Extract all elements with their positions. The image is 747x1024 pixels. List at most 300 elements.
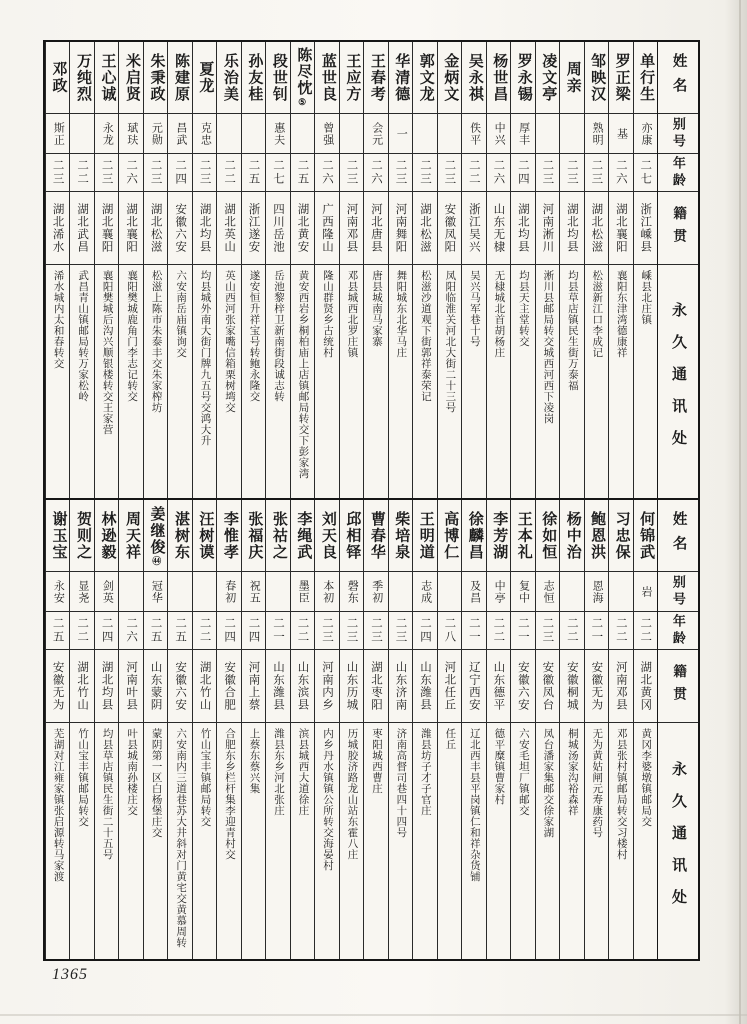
- entry-address: 武昌青山镇邮局转万家松岭: [77, 270, 89, 402]
- entry-column: [535, 500, 559, 959]
- column-header-alias: 别号: [658, 572, 698, 612]
- entry-age: 二三: [438, 154, 461, 192]
- entry-address: 六安毛坦厂镇邮交: [517, 728, 529, 816]
- entry-alias: 基: [609, 114, 632, 154]
- entry-column: [412, 42, 436, 498]
- entry-age: 二三: [536, 154, 559, 192]
- entry-alias: 祝五: [242, 572, 265, 612]
- entry-age: 二三: [95, 154, 118, 192]
- entry-age: 二二: [634, 612, 657, 650]
- entry-name: 鲍恩洪: [585, 500, 608, 572]
- entry-native-place: 湖北松滋: [585, 192, 608, 265]
- entry-column: [69, 42, 93, 498]
- entry-alias: [389, 572, 412, 612]
- entry-alias: [70, 114, 93, 154]
- entry-alias: 恩海: [585, 572, 608, 612]
- entry-name: 孙友桂: [242, 42, 265, 114]
- entry-native-place: 山东济南: [389, 650, 412, 723]
- entry-name: 夏龙: [193, 42, 216, 114]
- entry-name: 汪树谟: [193, 500, 216, 572]
- entry-column: [290, 500, 314, 959]
- entry-alias: 春初: [217, 572, 240, 612]
- entry-column: [167, 42, 191, 498]
- entry-column: [633, 42, 657, 498]
- entry-native-place: 湖北均县: [193, 192, 216, 265]
- entry-age: 二五: [168, 612, 191, 650]
- entry-column: [633, 500, 657, 959]
- entry-age: 二六: [315, 154, 338, 192]
- entry-column: [45, 500, 69, 959]
- entry-alias: [168, 572, 191, 612]
- directory-table-bottom: [45, 498, 698, 959]
- entry-column: [363, 42, 387, 498]
- entry-address: 襄阳樊城鹿角门李志记转交: [126, 270, 138, 402]
- entry-alias: 中亭: [487, 572, 510, 612]
- entry-native-place: 湖北松滋: [413, 192, 436, 265]
- entry-name-text: 陈尽忱: [295, 47, 312, 97]
- entry-name: 邹映汉: [585, 42, 608, 114]
- entry-native-place: 湖北襄阳: [119, 192, 142, 265]
- entry-address: 凤阳临淮关河北大街二十三号: [444, 270, 456, 413]
- entry-name: 乐治美: [217, 42, 240, 114]
- entry-native-place: 安徽无为: [585, 650, 608, 723]
- entry-name: 徐如恒: [536, 500, 559, 572]
- entry-name: 王春考: [364, 42, 387, 114]
- column-header-native: 籍贯: [658, 650, 698, 723]
- entry-address: 遂安恒升祥宝号转鲍永隆交: [248, 270, 260, 402]
- entry-alias: 珷玞: [119, 114, 142, 154]
- entry-address: 舞阳城东北华马庄: [395, 270, 407, 358]
- entry-native-place: 安徽桐城: [560, 650, 583, 723]
- entry-age: 二三: [193, 154, 216, 192]
- entry-age: 二四: [413, 612, 436, 650]
- entry-column: [461, 500, 485, 959]
- entry-alias: 斯正: [46, 114, 69, 154]
- entry-column: [290, 42, 314, 498]
- entry-address: 潍县坊子才子官庄: [419, 728, 431, 816]
- entry-address: 浠水城内太和春转交: [52, 270, 64, 369]
- entry-alias: 中兴: [487, 114, 510, 154]
- entry-address: 上蔡东蔡兴集: [248, 728, 260, 794]
- entry-name: [291, 42, 314, 114]
- entry-alias: 志恒: [536, 572, 559, 612]
- entry-column: [535, 42, 559, 498]
- entry-address: 合肥东乡栏杆集李迎青村交: [224, 728, 236, 860]
- footnote-mark: ㊹: [151, 556, 162, 566]
- entry-age: 二三: [536, 612, 559, 650]
- entry-alias: 亦康: [634, 114, 657, 154]
- entry-column: [192, 42, 216, 498]
- entry-name: 贺则之: [70, 500, 93, 572]
- entry-name: 王本礼: [511, 500, 534, 572]
- entry-native-place: 湖北襄阳: [95, 192, 118, 265]
- entry-column: [118, 42, 142, 498]
- entry-native-place: 山东蒙阴: [144, 650, 167, 723]
- entry-native-place: 四川岳池: [266, 192, 289, 265]
- entry-age: 二三: [389, 154, 412, 192]
- entry-age: 二七: [266, 154, 289, 192]
- entry-native-place: 河南内乡: [315, 650, 338, 723]
- entry-native-place: 河北任丘: [438, 650, 461, 723]
- entry-column: [584, 500, 608, 959]
- entry-native-place: 河北唐县: [364, 192, 387, 265]
- entry-address: 隆山群贤乡古统村: [321, 270, 333, 358]
- entry-native-place: 安徽凤阳: [438, 192, 461, 265]
- entry-alias: 剑英: [95, 572, 118, 612]
- entry-address: 嵊县北庄镇: [640, 270, 652, 325]
- entry-address: 均县草店镇民生街万泰福: [566, 270, 578, 391]
- entry-address: 英山西河张家嘴信箱栗树塆交: [224, 270, 236, 413]
- header-column: [657, 500, 698, 959]
- entry-native-place: 安徽凤台: [536, 650, 559, 723]
- entry-address: 黄安西岩乡桐柏庙上店镇邮局转交下彭家湾: [297, 270, 309, 479]
- entry-native-place: 湖北均县: [95, 650, 118, 723]
- entry-column: [314, 42, 338, 498]
- entry-address: 无棣城北首胡杨庄: [493, 270, 505, 358]
- entry-alias: 磬东: [340, 572, 363, 612]
- entry-address: 六安南内三道巷苏大井斜对门黄宅交黄慕周转: [175, 728, 187, 948]
- entry-address: 襄阳樊城后沟兴顺银楼转交王家营: [101, 270, 113, 435]
- entry-age: 二六: [119, 612, 142, 650]
- entry-alias: 曾强: [315, 114, 338, 154]
- entry-column: [584, 42, 608, 498]
- entry-alias: 一: [389, 114, 412, 154]
- entry-name: 何锦武: [634, 500, 657, 572]
- entry-native-place: 河南邓县: [609, 650, 632, 723]
- entry-native-place: 河南舞阳: [389, 192, 412, 265]
- entry-column: [608, 500, 632, 959]
- entry-column: [412, 500, 436, 959]
- entry-column: [388, 500, 412, 959]
- entry-age: 二二: [487, 612, 510, 650]
- entry-address: 凤台潘家集邮交徐家湖: [542, 728, 554, 838]
- entry-age: 二三: [144, 154, 167, 192]
- entry-age: 二四: [217, 612, 240, 650]
- entry-name: 邓政: [46, 42, 69, 114]
- entry-name: 李惟孝: [217, 500, 240, 572]
- entry-address: 历城胶济路龙山站东霍八庄: [346, 728, 358, 860]
- entry-name: 郭文龙: [413, 42, 436, 114]
- entry-column: [437, 42, 461, 498]
- entry-native-place: 浙江遂安: [242, 192, 265, 265]
- entry-native-place: 湖北黄安: [291, 192, 314, 265]
- entry-column: [559, 500, 583, 959]
- column-header-age: 年龄: [658, 154, 698, 192]
- directory-sheet: [43, 40, 700, 961]
- entry-alias: [560, 114, 583, 154]
- column-header-name: 姓名: [658, 42, 698, 114]
- entry-alias: [438, 572, 461, 612]
- entry-alias: [560, 572, 583, 612]
- footnote-mark: ⑤: [298, 97, 309, 108]
- entry-address: 辽北西丰县平岗镇仁和祥杂货铺: [468, 728, 480, 882]
- entry-alias: 熟明: [585, 114, 608, 154]
- entry-alias: [242, 114, 265, 154]
- entry-age: 二二: [70, 154, 93, 192]
- entry-native-place: 湖北武昌: [70, 192, 93, 265]
- entry-address: 蒙阴第一区白杨堡庄交: [150, 728, 162, 838]
- entry-address: 松滋新江口李成记: [591, 270, 603, 358]
- entry-alias: 岩: [634, 572, 657, 612]
- entry-age: 二二: [217, 154, 240, 192]
- entry-address: 任丘: [444, 728, 456, 750]
- entry-alias: 墨臣: [291, 572, 314, 612]
- entry-age: 二五: [46, 612, 69, 650]
- entry-address: 均县草店镇民生街二十五号: [101, 728, 113, 860]
- entry-native-place: 湖北竹山: [193, 650, 216, 723]
- entry-name: 习忠保: [609, 500, 632, 572]
- entry-native-place: 湖北松滋: [144, 192, 167, 265]
- entry-column: [314, 500, 338, 959]
- entry-name: 朱秉政: [144, 42, 167, 114]
- entry-native-place: 湖北竹山: [70, 650, 93, 723]
- entry-address: 济南高督司巷四十四号: [395, 728, 407, 838]
- entry-column: [461, 42, 485, 498]
- column-header-address: 永久通讯处: [670, 301, 686, 462]
- entry-alias: 及昌: [462, 572, 485, 612]
- entry-age: 二六: [487, 154, 510, 192]
- column-header-name: 姓名: [658, 500, 698, 572]
- entry-address: 邓县张村镇邮局转交习楼村: [615, 728, 627, 860]
- entry-native-place: 安徽六安: [168, 192, 191, 265]
- column-header-native: 籍贯: [658, 192, 698, 265]
- entry-native-place: 湖北黄冈: [634, 650, 657, 723]
- entry-address: 吴兴马军巷十号: [468, 270, 480, 347]
- entry-alias: 克忠: [193, 114, 216, 154]
- entry-native-place: 安徽合肥: [217, 650, 240, 723]
- entry-column: [94, 42, 118, 498]
- entry-column: [216, 500, 240, 959]
- entry-name: 金炳文: [438, 42, 461, 114]
- entry-alias: [119, 572, 142, 612]
- entry-alias: [609, 572, 632, 612]
- entry-address: 德平糜镇曹家村: [493, 728, 505, 805]
- entry-age: 二三: [560, 154, 583, 192]
- entry-native-place: 湖北均县: [511, 192, 534, 265]
- entry-alias: [413, 114, 436, 154]
- entry-address: 六安南岳庙镇询交: [175, 270, 187, 358]
- entry-age: 二六: [364, 154, 387, 192]
- entry-column: [192, 500, 216, 959]
- entry-native-place: 河南邓县: [340, 192, 363, 265]
- entry-native-place: 山东无棣: [487, 192, 510, 265]
- entry-age: 二三: [315, 612, 338, 650]
- entry-address: 均县城外南大街门牌九五号交鸿大升: [199, 270, 211, 446]
- entry-age: 二四: [511, 154, 534, 192]
- entry-address: 内乡丹水镇镇公所转交海晏村: [321, 728, 333, 871]
- entry-native-place: 湖北浠水: [46, 192, 69, 265]
- entry-name: 米启贤: [119, 42, 142, 114]
- entry-column: [69, 500, 93, 959]
- entry-name: 杨中治: [560, 500, 583, 572]
- entry-address: 唐县城南马家寨: [370, 270, 382, 347]
- entry-age: 二三: [413, 154, 436, 192]
- entry-native-place: 山东历城: [340, 650, 363, 723]
- entry-address: 叶县城南孙楼庄交: [126, 728, 138, 816]
- entry-alias: 昌武: [168, 114, 191, 154]
- entry-column: [437, 500, 461, 959]
- entry-name-text: 姜继俊: [148, 505, 165, 556]
- entry-name: 王应方: [340, 42, 363, 114]
- entry-name: 罗永锡: [511, 42, 534, 114]
- entry-address: 淅川县邮局转交城西河西下凌岗: [542, 270, 554, 424]
- entry-column: [241, 42, 265, 498]
- entry-alias: 惠夫: [266, 114, 289, 154]
- entry-age: 二六: [119, 154, 142, 192]
- entry-age: 二一: [266, 612, 289, 650]
- paper-edge-right: [739, 0, 741, 1024]
- entry-native-place: 河南上蔡: [242, 650, 265, 723]
- entry-address: 枣阳城西曹庄: [370, 728, 382, 794]
- entry-address: 黄冈李婆墩镇邮局交: [640, 728, 652, 827]
- entry-age: 二二: [609, 612, 632, 650]
- entry-alias: 志成: [413, 572, 436, 612]
- entry-address: 滨县城西大道徐庄: [297, 728, 309, 816]
- entry-name: 蓝世良: [315, 42, 338, 114]
- entry-name: 吴永祺: [462, 42, 485, 114]
- entry-name: 张福庆: [242, 500, 265, 572]
- entry-native-place: 湖北英山: [217, 192, 240, 265]
- entry-native-place: 安徽无为: [46, 650, 69, 723]
- entry-address: 无为黄姑闸元寿康药号: [591, 728, 603, 838]
- entry-age: 二五: [291, 154, 314, 192]
- entry-age: 二三: [364, 612, 387, 650]
- entry-name: 湛树东: [168, 500, 191, 572]
- entry-alias: 显尧: [70, 572, 93, 612]
- entry-native-place: 湖北枣阳: [364, 650, 387, 723]
- entry-column: [143, 500, 167, 959]
- entry-name: 邱相铎: [340, 500, 363, 572]
- entry-age: 二四: [242, 612, 265, 650]
- entry-column: [265, 500, 289, 959]
- entry-address: 岳池黎梓卫新南街段诚志转: [273, 270, 284, 402]
- entry-name: 周天祥: [119, 500, 142, 572]
- entry-column: [559, 42, 583, 498]
- entry-name: [144, 500, 167, 572]
- entry-column: [608, 42, 632, 498]
- entry-native-place: 浙江吴兴: [462, 192, 485, 265]
- page-number: 1365: [52, 966, 88, 983]
- entry-age: 二五: [242, 154, 265, 192]
- entry-age: 二五: [144, 612, 167, 650]
- entry-native-place: 山东潍县: [266, 650, 289, 723]
- entry-address: 邓县城西北罗庄镇: [346, 270, 358, 358]
- entry-age: 二三: [46, 154, 69, 192]
- entry-age: 二二: [462, 154, 485, 192]
- entry-column: [118, 500, 142, 959]
- entry-native-place: 辽宁西安: [462, 650, 485, 723]
- entry-alias: 冠华: [144, 572, 167, 612]
- entry-alias: 厚丰: [511, 114, 534, 154]
- entry-age: 二二: [70, 612, 93, 650]
- entry-age: 二一: [511, 612, 534, 650]
- entry-age: 二三: [585, 154, 608, 192]
- entry-column: [241, 500, 265, 959]
- column-header-age: 年龄: [658, 612, 698, 650]
- header-column: [657, 42, 698, 498]
- entry-age: 二六: [609, 154, 632, 192]
- entry-address: 竹山宝丰镇邮局转交: [77, 728, 89, 827]
- entry-column: [265, 42, 289, 498]
- entry-address: 潍县东乡河北张庄: [273, 728, 284, 816]
- entry-age: 二二: [193, 612, 216, 650]
- entry-name: 李芳湖: [487, 500, 510, 572]
- entry-alias: [340, 114, 363, 154]
- entry-name: 陈建原: [168, 42, 191, 114]
- entry-age: 二三: [340, 612, 363, 650]
- entry-address: 襄阳东津湾德康祥: [615, 270, 627, 358]
- column-header-alias: 别号: [658, 114, 698, 154]
- entry-alias: 永龙: [95, 114, 118, 154]
- entry-name: 周亲: [560, 42, 583, 114]
- entry-age: 二三: [340, 154, 363, 192]
- entry-name: 柴培泉: [389, 500, 412, 572]
- entry-age: 二四: [95, 612, 118, 650]
- directory-table-top: [45, 42, 698, 498]
- entry-address: 竹山宝丰镇邮局转交: [199, 728, 211, 827]
- entry-column: [94, 500, 118, 959]
- entry-native-place: 山东滨县: [291, 650, 314, 723]
- entry-name: 刘天良: [315, 500, 338, 572]
- entry-native-place: 湖北襄阳: [609, 192, 632, 265]
- entry-native-place: 安徽六安: [168, 650, 191, 723]
- entry-address: 松滋上陈市朱泰丰交朱家榨坊: [150, 270, 162, 413]
- entry-native-place: 山东德平: [487, 650, 510, 723]
- entry-native-place: 浙江嵊县: [634, 192, 657, 265]
- column-header-address: 永久通讯处: [670, 761, 686, 921]
- entry-alias: 复中: [511, 572, 534, 612]
- entry-name: 单行生: [634, 42, 657, 114]
- entry-alias: 会元: [364, 114, 387, 154]
- entry-name: 林逊毅: [95, 500, 118, 572]
- entry-name: 王心诚: [95, 42, 118, 114]
- entry-column: [339, 42, 363, 498]
- entry-native-place: 湖北均县: [560, 192, 583, 265]
- entry-name: 王明道: [413, 500, 436, 572]
- entry-native-place: 山东潍县: [413, 650, 436, 723]
- entry-age: 二一: [585, 612, 608, 650]
- entry-column: [339, 500, 363, 959]
- entry-age: 二三: [389, 612, 412, 650]
- entry-age: 二七: [634, 154, 657, 192]
- entry-name: 高博仁: [438, 500, 461, 572]
- entry-alias: [291, 114, 314, 154]
- entry-alias: [217, 114, 240, 154]
- entry-alias: [536, 114, 559, 154]
- entry-column: [510, 500, 534, 959]
- entry-name: 李绳武: [291, 500, 314, 572]
- entry-name: 曹春华: [364, 500, 387, 572]
- entry-alias: 永安: [46, 572, 69, 612]
- entry-alias: 元勋: [144, 114, 167, 154]
- entry-native-place: 安徽六安: [511, 650, 534, 723]
- entry-age: 二四: [168, 154, 191, 192]
- entry-age: 二八: [438, 612, 461, 650]
- paper-edge-bottom: [0, 1014, 747, 1016]
- entry-name: 罗正梁: [609, 42, 632, 114]
- entry-name: 华清德: [389, 42, 412, 114]
- entry-column: [510, 42, 534, 498]
- entry-column: [363, 500, 387, 959]
- entry-age: 二二: [560, 612, 583, 650]
- entry-age: 二二: [291, 612, 314, 650]
- entry-name: 凌文亭: [536, 42, 559, 114]
- entry-address: 桐城汤家沟裕森祥: [566, 728, 578, 816]
- entry-column: [486, 42, 510, 498]
- entry-alias: [266, 572, 289, 612]
- entry-column: [388, 42, 412, 498]
- entry-name: 谢玉宝: [46, 500, 69, 572]
